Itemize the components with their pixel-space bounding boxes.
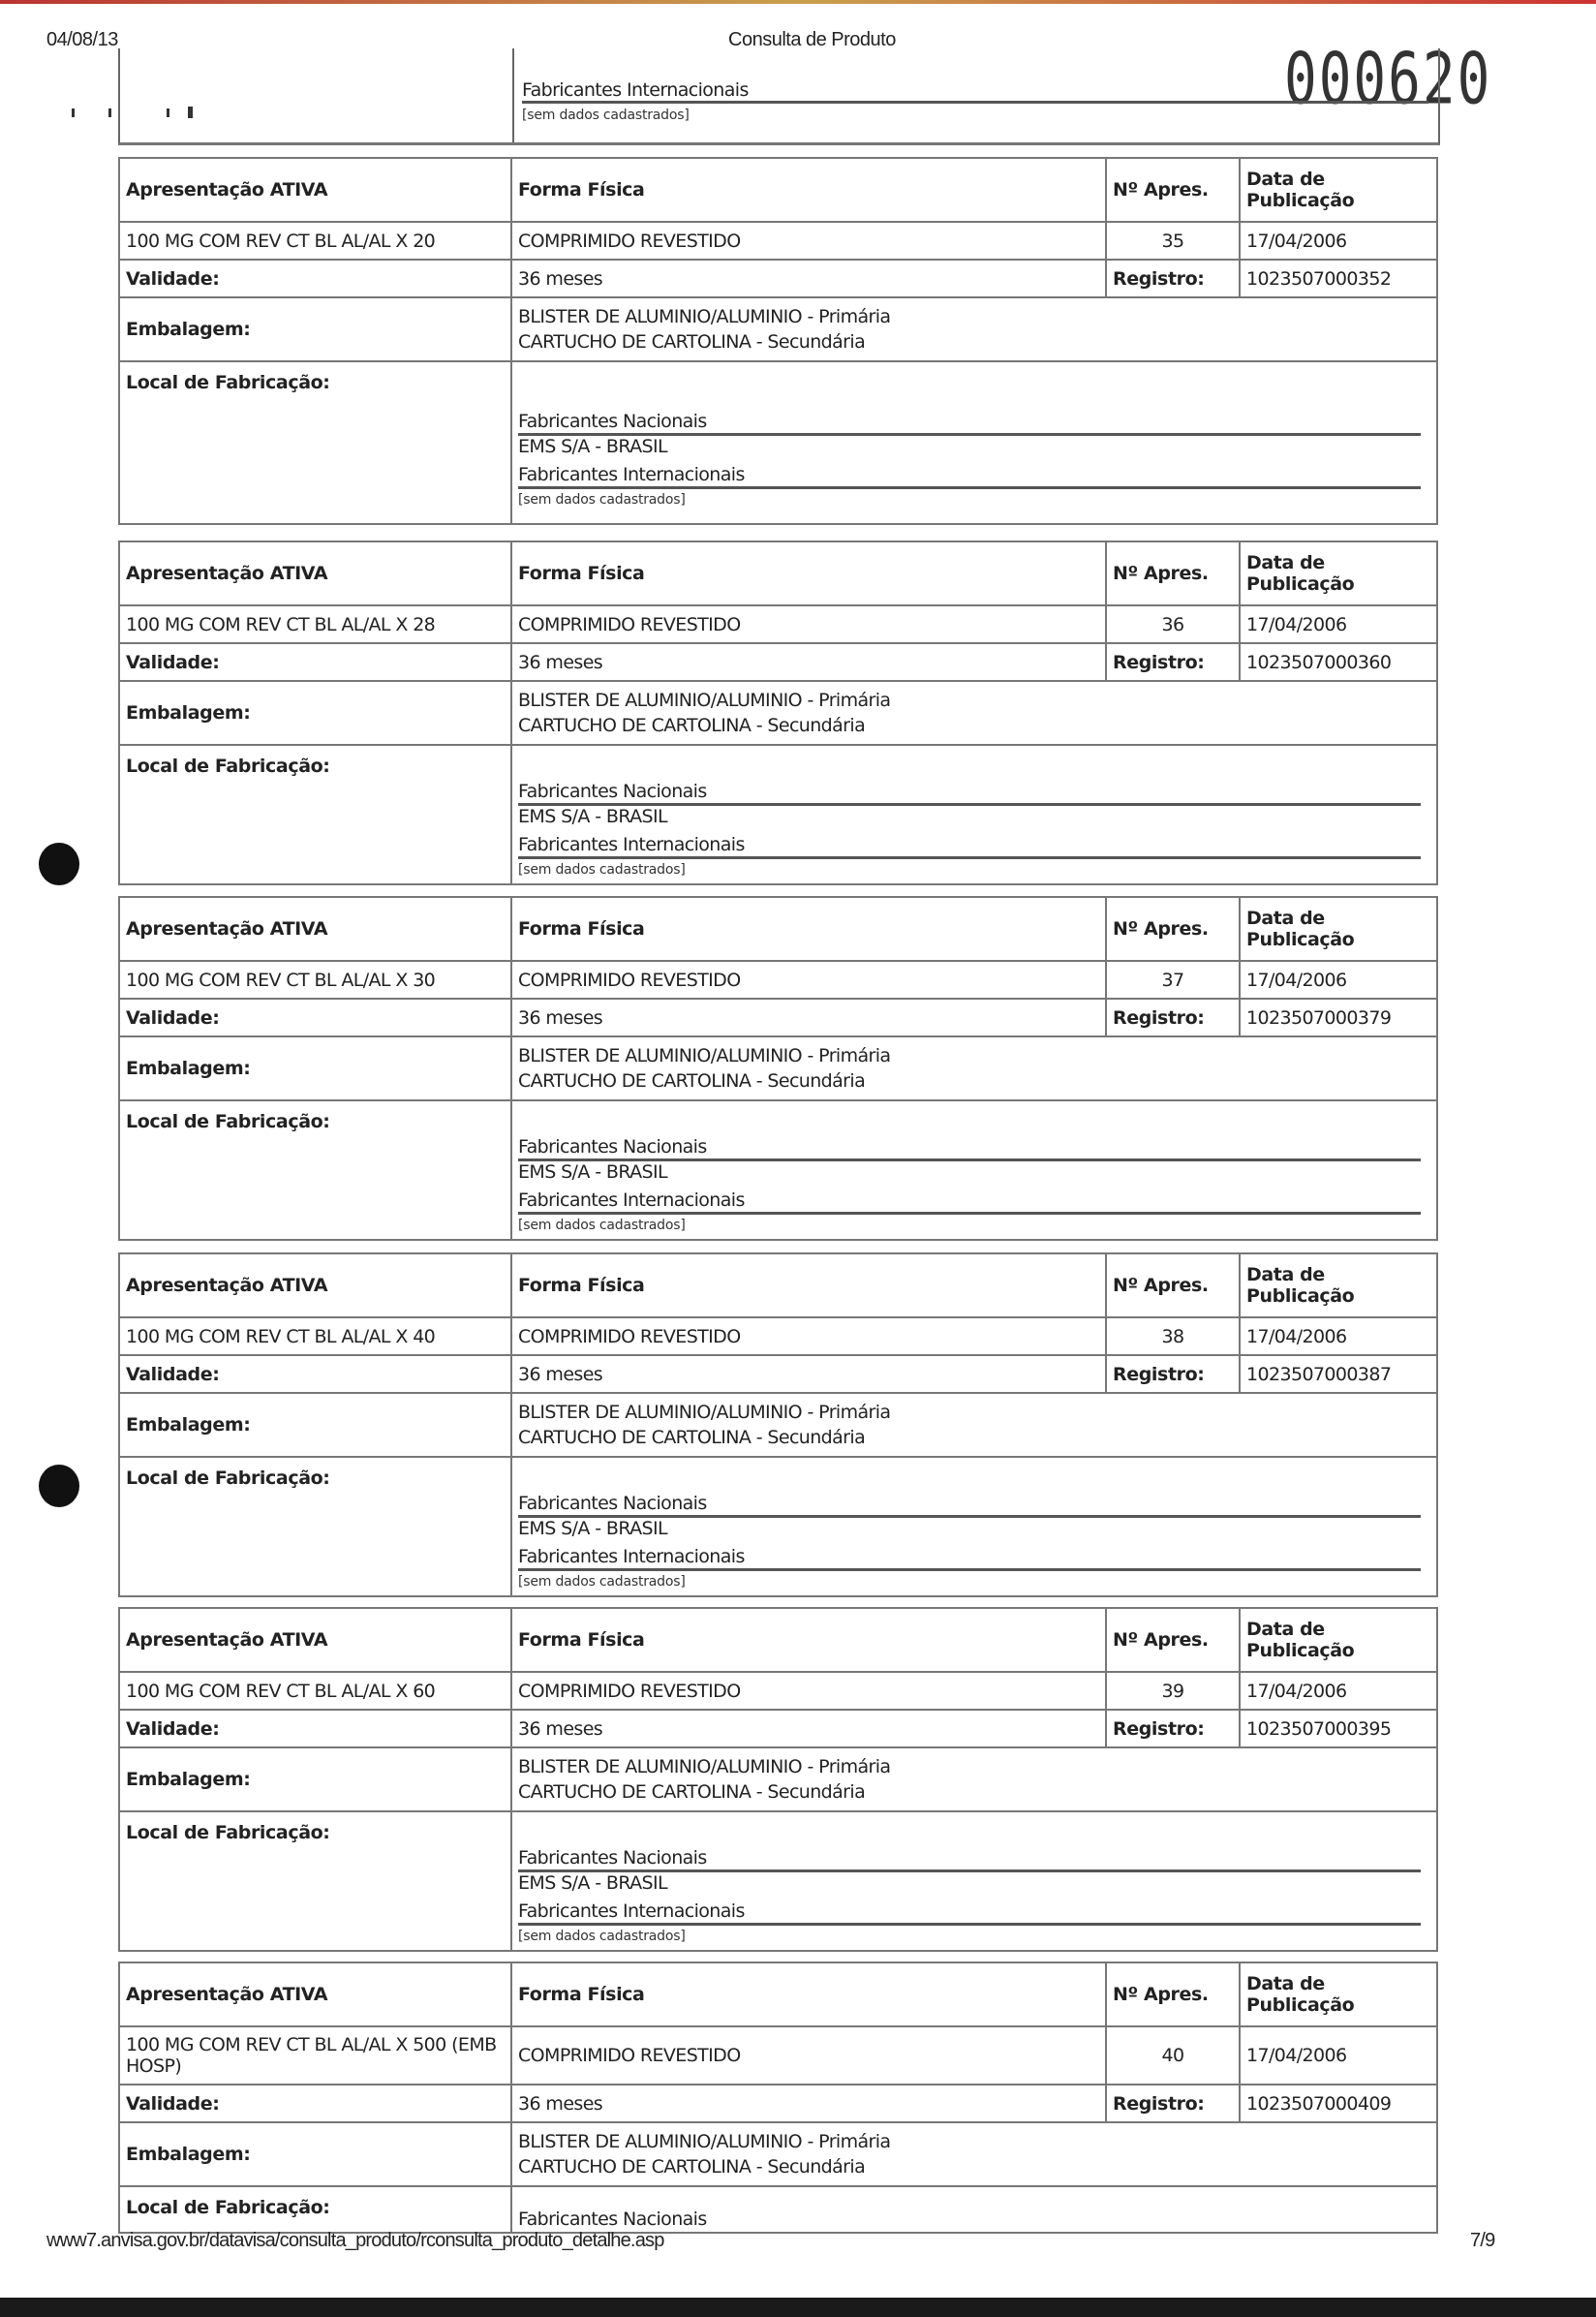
- scan-mark: [108, 108, 111, 117]
- embalagem-item: CARTUCHO DE CARTOLINA - Secundária: [518, 1070, 866, 1092]
- validade-value: 36 meses: [511, 1710, 1106, 1747]
- data-publicacao-value: 17/04/2006: [1240, 1317, 1437, 1355]
- page-count: 7/9: [1470, 2230, 1495, 2251]
- n-apres-header: Nº Apres.: [1106, 897, 1240, 961]
- validade-value: 36 meses: [511, 999, 1106, 1036]
- forma-fisica-value: COMPRIMIDO REVESTIDO: [511, 2026, 1106, 2085]
- fabricantes-list: [518, 1111, 1430, 1237]
- validade-value: 36 meses: [511, 2085, 1106, 2122]
- data-publicacao-value: 17/04/2006: [1240, 605, 1437, 643]
- fabricantes-internacionais-label: Fabricantes Internacionais: [518, 1189, 1421, 1215]
- fabricante-internacional: [sem dados cadastrados]: [518, 492, 686, 508]
- embalagem-item: BLISTER DE ALUMINIO/ALUMINIO - Primária: [518, 306, 891, 327]
- validade-value: 36 meses: [511, 643, 1106, 681]
- registro-value: 1023507000387: [1240, 1355, 1437, 1393]
- apresentacao-value: 100 MG COM REV CT BL AL/AL X 40: [119, 1317, 511, 1355]
- embalagem-value: [511, 1393, 1437, 1457]
- forma-fisica-header: Forma Física: [511, 1608, 1106, 1672]
- fabricantes-internacionais-label: Fabricantes Internacionais: [518, 1546, 1421, 1571]
- embalagem-label: Embalagem:: [119, 681, 511, 745]
- header-row: [119, 1253, 1437, 1317]
- validade-row: [119, 260, 1437, 297]
- local-fabricacao-row: [119, 1100, 1437, 1240]
- embalagem-item: CARTUCHO DE CARTOLINA - Secundária: [518, 2156, 866, 2178]
- n-apres-value: 35: [1106, 222, 1240, 260]
- fabricante-nacional: EMS S/A - BRASIL: [518, 1518, 668, 1539]
- embalagem-value: [511, 297, 1437, 361]
- local-fabricacao-value: [511, 2186, 1437, 2233]
- fabricantes-internacionais-value: [sem dados cadastrados]: [522, 108, 690, 123]
- registro-label: Registro:: [1106, 999, 1240, 1036]
- embalagem-item: BLISTER DE ALUMINIO/ALUMINIO - Primária: [518, 1402, 891, 1423]
- fabricantes-list: [518, 372, 1430, 511]
- local-fabricacao-row: [119, 2186, 1437, 2233]
- data-row: [119, 2026, 1437, 2085]
- print-date: 04/08/13: [46, 29, 118, 50]
- fabricantes-nacionais-label: Fabricantes Nacionais: [518, 2209, 707, 2230]
- presentation-table: [118, 541, 1438, 885]
- local-fabricacao-label: Local de Fabricação:: [119, 1811, 511, 1951]
- embalagem-value: [511, 1036, 1437, 1100]
- scan-bottom-edge: [0, 2298, 1596, 2317]
- validade-value: 36 meses: [511, 1355, 1106, 1393]
- n-apres-header: Nº Apres.: [1106, 1253, 1240, 1317]
- presentation-table: [118, 1252, 1438, 1597]
- validade-row: [119, 999, 1437, 1036]
- apresentacao-value: 100 MG COM REV CT BL AL/AL X 500 (EMB HOSP): [119, 2026, 511, 2085]
- data-publicacao-value: 17/04/2006: [1240, 1672, 1437, 1710]
- embalagem-item: CARTUCHO DE CARTOLINA - Secundária: [518, 715, 866, 736]
- fabricantes-nacionais-label: Fabricantes Nacionais: [518, 1847, 1421, 1872]
- data-publicacao-header: Data de Publicação: [1240, 158, 1437, 222]
- embalagem-row: [119, 1393, 1437, 1457]
- data-publicacao-value: 17/04/2006: [1240, 2026, 1437, 2085]
- forma-fisica-value: COMPRIMIDO REVESTIDO: [511, 1317, 1106, 1355]
- apresentacao-value: 100 MG COM REV CT BL AL/AL X 30: [119, 961, 511, 999]
- forma-fisica-value: COMPRIMIDO REVESTIDO: [511, 961, 1106, 999]
- forma-fisica-header: Forma Física: [511, 158, 1106, 222]
- n-apres-header: Nº Apres.: [1106, 158, 1240, 222]
- scan-edge: [0, 0, 1596, 4]
- data-publicacao-header: Data de Publicação: [1240, 1608, 1437, 1672]
- column-divider: [512, 48, 514, 142]
- local-fabricacao-value: [511, 1457, 1437, 1596]
- embalagem-label: Embalagem:: [119, 1747, 511, 1811]
- data-row: [119, 222, 1437, 260]
- validade-row: [119, 643, 1437, 681]
- registro-label: Registro:: [1106, 2085, 1240, 2122]
- data-publicacao-header: Data de Publicação: [1240, 1962, 1437, 2026]
- fabricante-nacional: EMS S/A - BRASIL: [518, 1872, 668, 1894]
- data-row: [119, 605, 1437, 643]
- embalagem-label: Embalagem:: [119, 1393, 511, 1457]
- embalagem-row: [119, 2122, 1437, 2186]
- n-apres-value: 40: [1106, 2026, 1240, 2085]
- apresentacao-header: Apresentação ATIVA: [119, 1608, 511, 1672]
- validade-label: Validade:: [119, 260, 511, 297]
- embalagem-row: [119, 681, 1437, 745]
- local-fabricacao-value: [511, 361, 1437, 524]
- local-fabricacao-row: [119, 361, 1437, 524]
- punch-hole: [39, 843, 79, 885]
- embalagem-item: CARTUCHO DE CARTOLINA - Secundária: [518, 1781, 866, 1803]
- fabricante-internacional: [sem dados cadastrados]: [518, 1218, 686, 1233]
- header-row: [119, 897, 1437, 961]
- apresentacao-header: Apresentação ATIVA: [119, 1253, 511, 1317]
- embalagem-item: CARTUCHO DE CARTOLINA - Secundária: [518, 331, 866, 353]
- page-number-stamp: 000620: [1284, 39, 1492, 121]
- registro-value: 1023507000360: [1240, 643, 1437, 681]
- fabricantes-list: [518, 1467, 1430, 1593]
- fabricante-internacional: [sem dados cadastrados]: [518, 862, 686, 878]
- validade-row: [119, 1710, 1437, 1747]
- validade-value: 36 meses: [511, 260, 1106, 297]
- n-apres-value: 36: [1106, 605, 1240, 643]
- embalagem-item: BLISTER DE ALUMINIO/ALUMINIO - Primária: [518, 2131, 891, 2152]
- validade-label: Validade:: [119, 643, 511, 681]
- local-fabricacao-value: [511, 745, 1437, 884]
- registro-value: 1023507000409: [1240, 2085, 1437, 2122]
- validade-label: Validade:: [119, 2085, 511, 2122]
- fabricantes-internacionais-label: Fabricantes Internacionais: [518, 834, 1421, 859]
- fabricantes-list: [518, 1822, 1430, 1948]
- n-apres-value: 38: [1106, 1317, 1240, 1355]
- registro-label: Registro:: [1106, 1710, 1240, 1747]
- forma-fisica-header: Forma Física: [511, 1253, 1106, 1317]
- embalagem-item: BLISTER DE ALUMINIO/ALUMINIO - Primária: [518, 690, 891, 711]
- apresentacao-header: Apresentação ATIVA: [119, 541, 511, 605]
- fabricantes-nacionais-label: Fabricantes Nacionais: [518, 411, 1421, 436]
- fabricante-nacional: EMS S/A - BRASIL: [518, 806, 668, 827]
- presentation-table: [118, 157, 1438, 525]
- embalagem-label: Embalagem:: [119, 297, 511, 361]
- fabricantes-list: [518, 756, 1430, 881]
- apresentacao-value: 100 MG COM REV CT BL AL/AL X 28: [119, 605, 511, 643]
- page-title: Consulta de Produto: [728, 29, 896, 50]
- registro-label: Registro:: [1106, 260, 1240, 297]
- apresentacao-header: Apresentação ATIVA: [119, 897, 511, 961]
- embalagem-value: [511, 1747, 1437, 1811]
- validade-label: Validade:: [119, 1710, 511, 1747]
- embalagem-label: Embalagem:: [119, 2122, 511, 2186]
- embalagem-value: [511, 2122, 1437, 2186]
- header-row: [119, 1962, 1437, 2026]
- presentation-table: [118, 896, 1438, 1241]
- data-publicacao-value: 17/04/2006: [1240, 961, 1437, 999]
- local-fabricacao-label: Local de Fabricação:: [119, 745, 511, 884]
- embalagem-item: BLISTER DE ALUMINIO/ALUMINIO - Primária: [518, 1756, 891, 1777]
- registro-label: Registro:: [1106, 643, 1240, 681]
- validade-label: Validade:: [119, 1355, 511, 1393]
- presentation-table: [118, 1962, 1438, 2234]
- apresentacao-value: 100 MG COM REV CT BL AL/AL X 60: [119, 1672, 511, 1710]
- local-fabricacao-value: [511, 1811, 1437, 1951]
- registro-value: 1023507000395: [1240, 1710, 1437, 1747]
- n-apres-value: 37: [1106, 961, 1240, 999]
- data-publicacao-header: Data de Publicação: [1240, 541, 1437, 605]
- fabricante-nacional: EMS S/A - BRASIL: [518, 436, 668, 457]
- data-row: [119, 1317, 1437, 1355]
- fabricantes-internacionais-label: Fabricantes Internacionais: [518, 464, 1421, 489]
- registro-value: 1023507000352: [1240, 260, 1437, 297]
- local-fabricacao-label: Local de Fabricação:: [119, 1457, 511, 1596]
- local-fabricacao-row: [119, 1811, 1437, 1951]
- forma-fisica-value: COMPRIMIDO REVESTIDO: [511, 1672, 1106, 1710]
- embalagem-label: Embalagem:: [119, 1036, 511, 1100]
- local-fabricacao-value: [511, 1100, 1437, 1240]
- scan-mark: [72, 108, 75, 117]
- embalagem-row: [119, 297, 1437, 361]
- forma-fisica-header: Forma Física: [511, 897, 1106, 961]
- fabricante-internacional: [sem dados cadastrados]: [518, 1929, 686, 1944]
- forma-fisica-header: Forma Física: [511, 541, 1106, 605]
- presentation-table: [118, 1607, 1438, 1952]
- apresentacao-header: Apresentação ATIVA: [119, 1962, 511, 2026]
- local-fabricacao-label: Local de Fabricação:: [119, 1100, 511, 1240]
- embalagem-item: CARTUCHO DE CARTOLINA - Secundária: [518, 1427, 866, 1448]
- forma-fisica-value: COMPRIMIDO REVESTIDO: [511, 222, 1106, 260]
- n-apres-value: 39: [1106, 1672, 1240, 1710]
- data-publicacao-header: Data de Publicação: [1240, 1253, 1437, 1317]
- registro-value: 1023507000379: [1240, 999, 1437, 1036]
- data-row: [119, 1672, 1437, 1710]
- punch-hole: [39, 1465, 79, 1507]
- apresentacao-value: 100 MG COM REV CT BL AL/AL X 20: [119, 222, 511, 260]
- local-fabricacao-label: Local de Fabricação:: [119, 2186, 511, 2233]
- validade-row: [119, 1355, 1437, 1393]
- fabricantes-internacionais-label: Fabricantes Internacionais: [522, 79, 1428, 104]
- previous-block-tail: [118, 48, 1440, 145]
- data-publicacao-value: 17/04/2006: [1240, 222, 1437, 260]
- data-publicacao-header: Data de Publicação: [1240, 897, 1437, 961]
- embalagem-value: [511, 681, 1437, 745]
- local-fabricacao-row: [119, 1457, 1437, 1596]
- registro-label: Registro:: [1106, 1355, 1240, 1393]
- fabricantes-nacionais-label: Fabricantes Nacionais: [518, 1493, 1421, 1518]
- fabricantes-internacionais-label: Fabricantes Internacionais: [518, 1900, 1421, 1926]
- fabricante-nacional: EMS S/A - BRASIL: [518, 1161, 668, 1183]
- local-fabricacao-row: [119, 745, 1437, 884]
- header-row: [119, 158, 1437, 222]
- n-apres-header: Nº Apres.: [1106, 541, 1240, 605]
- fabricantes-nacionais-label: Fabricantes Nacionais: [518, 1136, 1421, 1161]
- forma-fisica-header: Forma Física: [511, 1962, 1106, 2026]
- header-row: [119, 1608, 1437, 1672]
- data-row: [119, 961, 1437, 999]
- forma-fisica-value: COMPRIMIDO REVESTIDO: [511, 605, 1106, 643]
- validade-row: [119, 2085, 1437, 2122]
- page-url: www7.anvisa.gov.br/datavisa/consulta_produto/rconsulta_produto_detalhe.asp: [46, 2230, 664, 2251]
- validade-label: Validade:: [119, 999, 511, 1036]
- header-row: [119, 541, 1437, 605]
- embalagem-row: [119, 1747, 1437, 1811]
- embalagem-row: [119, 1036, 1437, 1100]
- fabricante-internacional: [sem dados cadastrados]: [518, 1574, 686, 1590]
- n-apres-header: Nº Apres.: [1106, 1608, 1240, 1672]
- n-apres-header: Nº Apres.: [1106, 1962, 1240, 2026]
- fabricantes-nacionais-label: Fabricantes Nacionais: [518, 781, 1421, 806]
- embalagem-item: BLISTER DE ALUMINIO/ALUMINIO - Primária: [518, 1045, 891, 1066]
- local-fabricacao-label: Local de Fabricação:: [119, 361, 511, 524]
- apresentacao-header: Apresentação ATIVA: [119, 158, 511, 222]
